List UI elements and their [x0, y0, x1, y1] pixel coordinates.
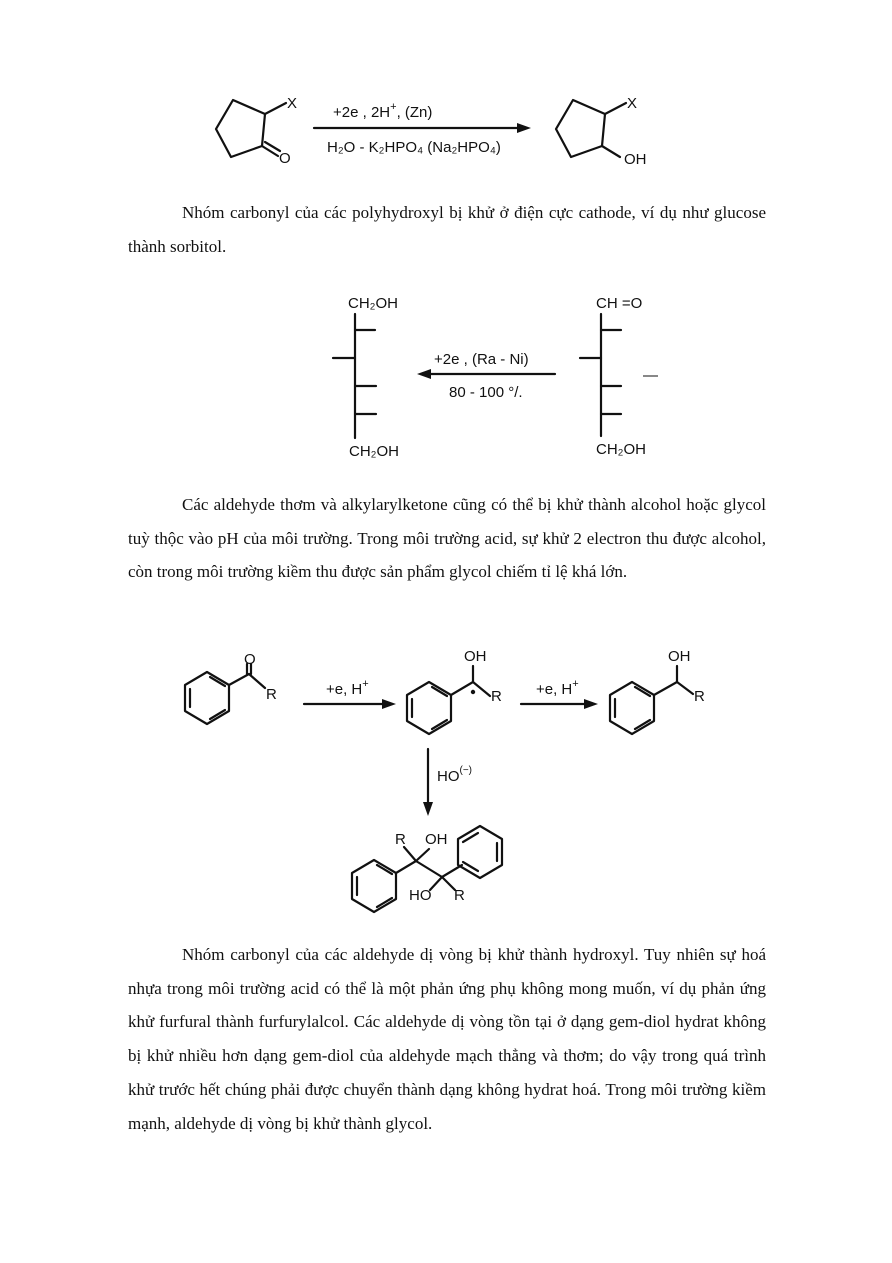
scheme2-conditions-bottom: 80 - 100 °/.	[449, 384, 523, 401]
ketyl-radical-structure	[407, 666, 490, 734]
pinacol-r-group-1: R	[395, 831, 406, 848]
glucose-aldehyde-group: CH =O	[596, 295, 643, 312]
secondary-alcohol-structure	[610, 666, 693, 734]
sorbitol-fischer-projection	[333, 314, 376, 438]
reactant-carbonyl-o: O	[279, 150, 291, 167]
base-condition: HO(−)	[437, 765, 472, 785]
product-hydroxyl: OH	[624, 151, 647, 168]
sorbitol-top-group: CH₂OH	[348, 295, 398, 312]
reaction-arrow-3a-head	[382, 699, 396, 709]
step2-conditions: +e, H+	[536, 678, 579, 698]
reaction-arrow-2-head	[417, 369, 431, 379]
scheme1-conditions-bottom: H₂O - K₂HPO₄ (Na₂HPO₄)	[327, 139, 501, 156]
alcohol-r-group: R	[694, 688, 705, 705]
reaction-arrow-3c-head	[423, 802, 433, 816]
step1-conditions: +e, H+	[326, 678, 369, 698]
scheme2-trailing-dash: —	[643, 367, 658, 384]
scheme2-conditions-top: +2e , (Ra - Ni)	[434, 351, 529, 368]
sorbitol-bottom-group: CH₂OH	[349, 443, 399, 460]
reaction-arrow-1-head	[517, 123, 531, 133]
radical-hydroxyl: OH	[464, 648, 487, 665]
reaction-arrow-3b-head	[584, 699, 598, 709]
paragraph-aromatic-aldehyde-reduction: Các aldehyde thơm và alkylarylketone cũng có thể bị khử thành alcohol hoặc glycol tuỳ thộc vào pH của môi trường. Trong môi trường acid, sự khử 2 electron thu được alcohol, còn trong môi trường kiềm thu được sản phẩm glycol chiếm tỉ lệ khá lớn.	[128, 495, 766, 582]
cyclopentanol-structure	[556, 100, 626, 157]
reaction-scheme-aryl-ketone-reduction	[0, 640, 892, 920]
reaction-scheme-cyclopentanone-reduction	[0, 0, 892, 190]
radical-r-group: R	[491, 688, 502, 705]
ketone-oxygen: O	[244, 651, 256, 668]
product-substituent-x: X	[627, 95, 638, 112]
paragraph-heterocyclic-aldehyde-reduction: Nhóm carbonyl của các aldehyde dị vòng bị khử thành hydroxyl. Tuy nhiên sự hoá nhựa trong môi trường acid có thể là một phản ứng phụ không mong muốn, ví dụ phản ứng khử furfural thành furfurylalcol. Các aldehyde dị vòng tồn tại ở dạng gem-diol hydrat không bị khử nhiều hơn dạng gem-diol của aldehyde mạch thẳng và thơm; do vậy trong quá trình khử trước hết chúng phải được chuyển thành dạng không hydrat hoá. Trong môi trường kiềm mạnh, aldehyde dị vòng bị khử thành glycol.	[128, 945, 766, 1133]
paragraph-polyhydroxyl-reduction: Nhóm carbonyl của các polyhydroxyl bị khử ở điện cực cathode, ví dụ như glucose thành sorbitol.	[128, 203, 766, 256]
reactant-substituent-x: X	[287, 95, 298, 112]
glucose-bottom-group: CH₂OH	[596, 441, 646, 458]
cyclopentanone-structure	[216, 100, 286, 157]
scheme1-conditions-top: +2e , 2H+, (Zn)	[333, 101, 433, 121]
pinacol-r-group-2: R	[454, 887, 465, 904]
pinacol-hydroxyl-1: OH	[425, 831, 448, 848]
glucose-fischer-projection	[580, 314, 621, 436]
alcohol-hydroxyl: OH	[668, 648, 691, 665]
ketone-r-group: R	[266, 686, 277, 703]
pinacol-hydroxyl-2: HO	[409, 887, 432, 904]
reaction-scheme-glucose-to-sorbitol	[0, 280, 892, 470]
aryl-ketone-structure	[185, 664, 265, 724]
